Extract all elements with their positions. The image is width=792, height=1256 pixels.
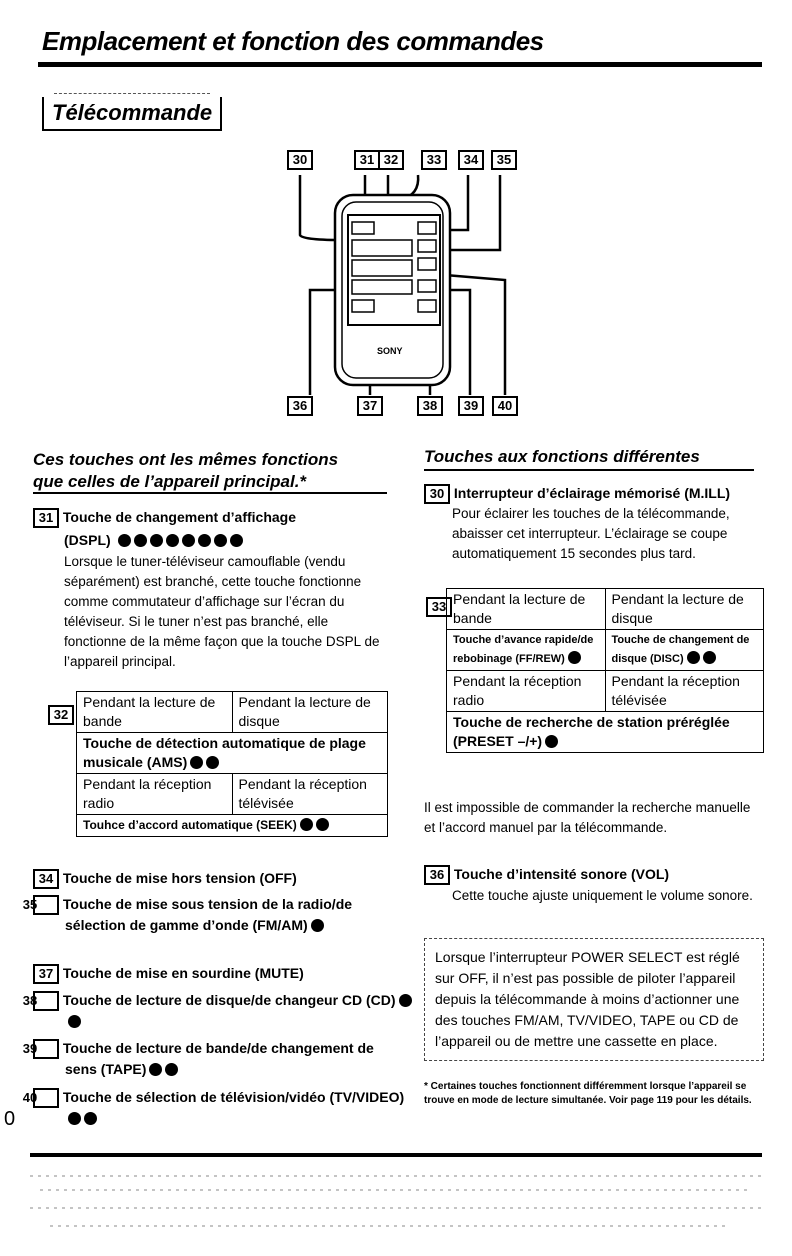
item-40-number: 40 (33, 1088, 59, 1108)
item-38-text: Touche de lecture de disque/de changeur CD (CD) (62, 992, 396, 1008)
right-heading: Touches aux fonctions différentes (424, 447, 754, 471)
title-rule (38, 62, 762, 67)
item-32-number: 32 (48, 705, 74, 725)
item-33-table (446, 588, 764, 753)
bullet-icon (166, 534, 179, 547)
callout-35: 35 (491, 150, 517, 170)
left-heading-line2: que celles de l’appareil principal.* (33, 472, 387, 494)
item-34-text: Touche de mise hors tension (OFF) (62, 870, 297, 886)
callout-30: 30 (287, 150, 313, 170)
item-31-text: Lorsque le tuner-téléviseur camouflable (vendu séparément) est branché, cette touche fonctionne comme commutateur d’affichage sur l’écran du téléviseur. Si le tuner n’est pas branché, elle fonctionne de la même façon que la touche DSPL de l’appareil principal. (64, 554, 380, 669)
item-32-r2-text: Touche de détection automatique de plage musicale (AMS) (83, 735, 366, 770)
item-30-title: Interrupteur d’éclairage mémorisé (M.ILL) (453, 485, 731, 501)
item-31-title: Touche de changement d’affichage (62, 509, 297, 525)
item-36-title: Touche d’intensité sonore (VOL) (453, 866, 670, 882)
bullet-icon (182, 534, 195, 547)
item-33-r2c2-text: Touche de changement de disque (DISC) (611, 634, 750, 665)
item-35 (22, 894, 415, 935)
bullet-icon (568, 651, 581, 664)
bullet-icon (198, 534, 211, 547)
callout-40: 40 (492, 396, 518, 416)
item-31-code-row (64, 530, 394, 550)
bullet-icon (545, 735, 558, 748)
callout-37: 37 (357, 396, 383, 416)
item-39-number: 39 (33, 1039, 59, 1059)
item-36 (424, 864, 769, 885)
bullet-icon (150, 534, 163, 547)
remote-brand: SONY (377, 346, 403, 356)
item-32-r3c2: Pendant la réception télévisée (232, 774, 388, 815)
item-31 (33, 507, 383, 528)
bullet-icon (165, 1063, 178, 1076)
item-31-number: 31 (33, 508, 59, 528)
item-35-text: Touche de mise sous tension de la radio/de sélection de gamme d’onde (FM/AM) (62, 896, 353, 933)
bullet-icon (84, 1112, 97, 1125)
after-33-text: Il est impossible de commander la recherche manuelle et l’accord manuel par la télécommande. (424, 800, 751, 835)
left-heading-line1: Ces touches ont les mêmes fonctions (33, 450, 339, 469)
item-35-number: 35 (33, 895, 59, 915)
bullet-icon (703, 651, 716, 664)
item-32-r1c1: Pendant la lecture de bande (77, 692, 233, 733)
item-31-code: (DSPL) (64, 532, 111, 548)
bullet-icon (68, 1112, 81, 1125)
item-34-number: 34 (33, 869, 59, 889)
callout-32: 32 (378, 150, 404, 170)
bullet-icon (300, 818, 313, 831)
item-32-table (76, 691, 388, 837)
bullet-icon (206, 756, 219, 769)
item-37-text: Touche de mise en sourdine (MUTE) (62, 965, 304, 981)
callout-36: 36 (287, 396, 313, 416)
item-33-number: 33 (426, 597, 452, 617)
page-title: Emplacement et fonction des commandes (42, 26, 544, 56)
item-33-r1c1: Pendant la lecture de bande (447, 589, 606, 630)
item-37-number: 37 (33, 964, 59, 984)
item-40-text: Touche de sélection de télévision/vidéo (TV/VIDEO) (62, 1089, 405, 1105)
item-32-r4-text: Touhce d’accord automatique (SEEK) (83, 818, 297, 832)
item-39 (22, 1038, 405, 1079)
bullet-icon (399, 994, 412, 1007)
bullet-icon (230, 534, 243, 547)
item-32-r4 (77, 815, 388, 837)
bullet-icon (316, 818, 329, 831)
item-33-r2c1 (447, 630, 606, 671)
item-33-r1c2: Pendant la lecture de disque (605, 589, 764, 630)
bullet-icon (134, 534, 147, 547)
callout-33: 33 (421, 150, 447, 170)
note-box: Lorsque l’interrupteur POWER SELECT est réglé sur OFF, il n’est pas possible de piloter l’appareil depuis la télécommande à moins d’actionner une des touches FM/AM, TV/VIDEO, TAPE ou CD de l’appareil ou de mettre une cassette en place. (424, 938, 764, 1061)
item-33-r4 (447, 712, 764, 753)
bottom-rule (30, 1153, 762, 1157)
item-33-r4-text: Touche de recherche de station préréglée (PRESET –/+) (453, 714, 730, 749)
callout-34: 34 (458, 150, 484, 170)
item-37 (33, 963, 383, 984)
callout-39: 39 (458, 396, 484, 416)
bullet-icon (214, 534, 227, 547)
callout-38: 38 (417, 396, 443, 416)
item-39-text: Touche de lecture de bande/de changement de sens (TAPE) (62, 1040, 374, 1077)
item-33-r2c1-text: Touche d’avance rapide/de rebobinage (FF/REW) (453, 634, 594, 665)
item-32-r3c1: Pendant la réception radio (77, 774, 233, 815)
bullet-icon (118, 534, 131, 547)
page-number: 0 (4, 1108, 16, 1130)
scan-noise (30, 1168, 762, 1248)
item-36-number: 36 (424, 865, 450, 885)
item-32-r1c2: Pendant la lecture de disque (232, 692, 388, 733)
item-30-text: Pour éclairer les touches de la télécommande, abaisser cet interrupteur. L’éclairage se coupe automatiquement 15 secondes plus tard. (452, 506, 730, 561)
item-38 (22, 990, 425, 1031)
item-34 (33, 868, 383, 889)
item-30 (424, 483, 769, 504)
item-33-r2c2 (605, 630, 764, 671)
item-33-r3c1: Pendant la réception radio (447, 671, 606, 712)
item-30-number: 30 (424, 484, 450, 504)
bullet-icon (687, 651, 700, 664)
item-40 (22, 1087, 420, 1128)
remote-diagram (270, 140, 530, 430)
bullet-icon (311, 919, 324, 932)
item-32-r2 (77, 733, 388, 774)
item-38-number: 38 (33, 991, 59, 1011)
section-box-title: Télécommande (42, 97, 222, 129)
item-36-text: Cette touche ajuste uniquement le volume sonore. (452, 888, 753, 903)
bullet-icon (68, 1015, 81, 1028)
bullet-icon (190, 756, 203, 769)
footnote: * Certaines touches fonctionnent différemment lorsque l’appareil se trouve en mode de lecture simultanée. Voir page 119 pour les détails. (424, 1081, 752, 1106)
item-33-r3c2: Pendant la réception télévisée (605, 671, 764, 712)
bullet-icon (149, 1063, 162, 1076)
callout-31: 31 (354, 150, 380, 170)
